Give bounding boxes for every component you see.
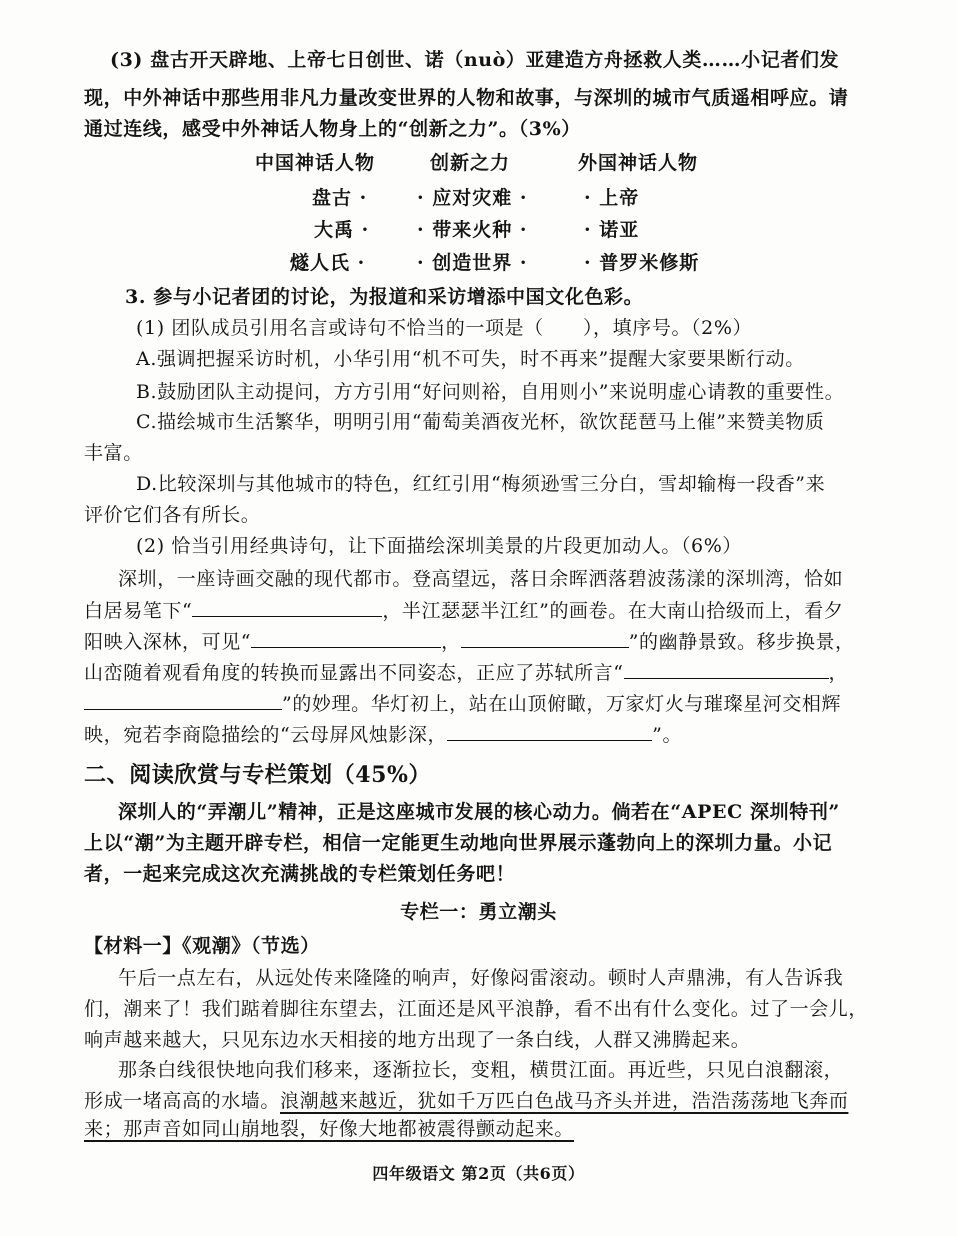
poem-answer-blank[interactable] — [192, 598, 382, 617]
section-heading: 二、阅读欣赏与专栏策划（45%） — [84, 762, 432, 788]
header-chinese-figures: 中国神话人物 — [255, 152, 376, 174]
poem-answer-blank[interactable] — [251, 629, 441, 648]
q3-2-para-line1: 深圳，一座诗画交融的现代都市。登高望远，落日余晖洒落碧波荡漾的深圳湾，恰如 — [118, 568, 844, 590]
poem-answer-blank[interactable] — [447, 722, 652, 741]
match-mid-item: · 应对灾难 · — [417, 187, 528, 209]
match-left-item: 大禹 · — [314, 219, 370, 241]
q3-title: 3. 参与小记者团的讨论，为报道和采访增添中国文化色彩。 — [125, 286, 644, 308]
header-foreign-figures: 外国神话人物 — [578, 152, 699, 174]
q3-option-c: C.描绘城市生活繁华，明明引用“葡萄美酒夜光杯，欲饮琵琶马上催”来赞美物质 — [136, 411, 825, 433]
match-right-item: · 上帝 — [584, 187, 640, 209]
q2-3-line3: 通过连线，感受中外神话人物身上的“创新之力”。（3%） — [84, 118, 581, 140]
poem-answer-blank[interactable] — [461, 629, 629, 648]
section-intro-line2: 上以“潮”为主题开辟专栏，相信一定能更生动地向世界展示蓬勃向上的深圳力量。小记 — [84, 832, 833, 854]
material-label: 【材料一】《观潮》（节选） — [84, 935, 320, 957]
underlined-sentence: 浪潮越来越近，犹如千万匹白色战马齐头并进，浩浩荡荡地飞奔而 — [280, 1090, 849, 1112]
q3-2-prompt: (2) 恰当引用经典诗句，让下面描绘深圳美景的片段更加动人。（6%） — [136, 535, 742, 557]
q3-option-c-cont: 丰富。 — [84, 442, 143, 464]
header-innovation-power: 创新之力 — [430, 152, 511, 174]
match-mid-item: · 创造世界 · — [417, 252, 528, 274]
material-line1: 午后一点左右，从远处传来隆隆的响声，好像闷雷滚动。顿时人声鼎沸，有人告诉我 — [118, 967, 844, 989]
column-title: 专栏一：勇立潮头 — [400, 901, 557, 923]
q3-option-d-cont: 评价它们各有所长。 — [84, 504, 261, 526]
poem-answer-blank[interactable] — [624, 660, 829, 679]
match-mid-item: · 带来火种 · — [417, 219, 528, 241]
q3-option-a: A.强调把握采访时机，小华引用“机不可失，时不再来”提醒大家要果断行动。 — [136, 348, 805, 370]
page-footer: 四年级语文 第2页（共6页） — [372, 1164, 585, 1183]
match-left-item: 盘古 · — [312, 187, 368, 209]
q3-option-d: D.比较深圳与其他城市的特色，红红引用“梅须逊雪三分白，雪却输梅一段香”来 — [136, 473, 826, 495]
material-line4: 那条白线很快地向我们移来，逐渐拉长，变粗，横贯江面。再近些，只见白浪翻滚， — [118, 1059, 844, 1081]
q2-3-line2: 现，中外神话中那些用非凡力量改变世界的人物和故事，与深圳的城市气质遥相呼应。请 — [84, 87, 849, 109]
match-left-item: 燧人氏 · — [290, 252, 366, 274]
q3-2-para-line5: ”的妙理。华灯初上，站在山顶俯瞰，万家灯火与璀璨星河交相辉 — [84, 691, 841, 716]
material-line2: 们，潮来了！我们踮着脚往东望去，江面还是风平浪静，看不出有什么变化。过了一会儿， — [84, 998, 869, 1020]
q3-2-para-line6: 映，宛若李商隐描绘的“云母屏风烛影深， ”。 — [84, 724, 683, 746]
q3-1-prompt: (1) 团队成员引用名言或诗句不恰当的一项是（ ），填序号。（2%） — [136, 317, 753, 339]
q2-3-line1: (3) 盘古开天辟地、上帝七日创世、诺（nuò）亚建造方舟拯救人类……小记者们发 — [110, 49, 840, 71]
match-right-item: · 普罗米修斯 — [584, 252, 700, 274]
section-intro-line3: 者，一起来完成这次充满挑战的专栏策划任务吧！ — [84, 863, 516, 885]
material-line6-underlined: 来；那声音如同山崩地裂，好像大地都被震得颤动起来。 — [84, 1118, 575, 1140]
material-line3: 响声越来越大，只见东边水天相接的地方出现了一条白线，人群又沸腾起来。 — [84, 1029, 751, 1051]
q3-2-para-line4: 山峦随着观看角度的转换而显露出不同姿态，正应了苏轼所言“ ， — [84, 662, 849, 684]
match-right-item: · 诺亚 — [584, 219, 640, 241]
q3-option-b: B.鼓励团队主动提问，方方引用“好问则裕，自用则小”来说明虚心请教的重要性。 — [136, 381, 845, 403]
poem-answer-blank[interactable] — [84, 691, 282, 710]
q3-2-para-line3: 阳映入深林，可见“ ， ”的幽静景致。移步换景， — [84, 631, 855, 653]
material-line5: 形成一堵高高的水墙。浪潮越来越近，犹如千万匹白色战马齐头并进，浩浩荡荡地飞奔而 — [84, 1090, 849, 1112]
section-intro-line1: 深圳人的“弄潮儿”精神，正是这座城市发展的核心动力。倘若在“APEC 深圳特刊” — [118, 801, 840, 823]
q3-2-para-line2: 白居易笔下“ ，半江瑟瑟半江红”的画卷。在大南山拾级而上，看夕 — [84, 600, 844, 622]
